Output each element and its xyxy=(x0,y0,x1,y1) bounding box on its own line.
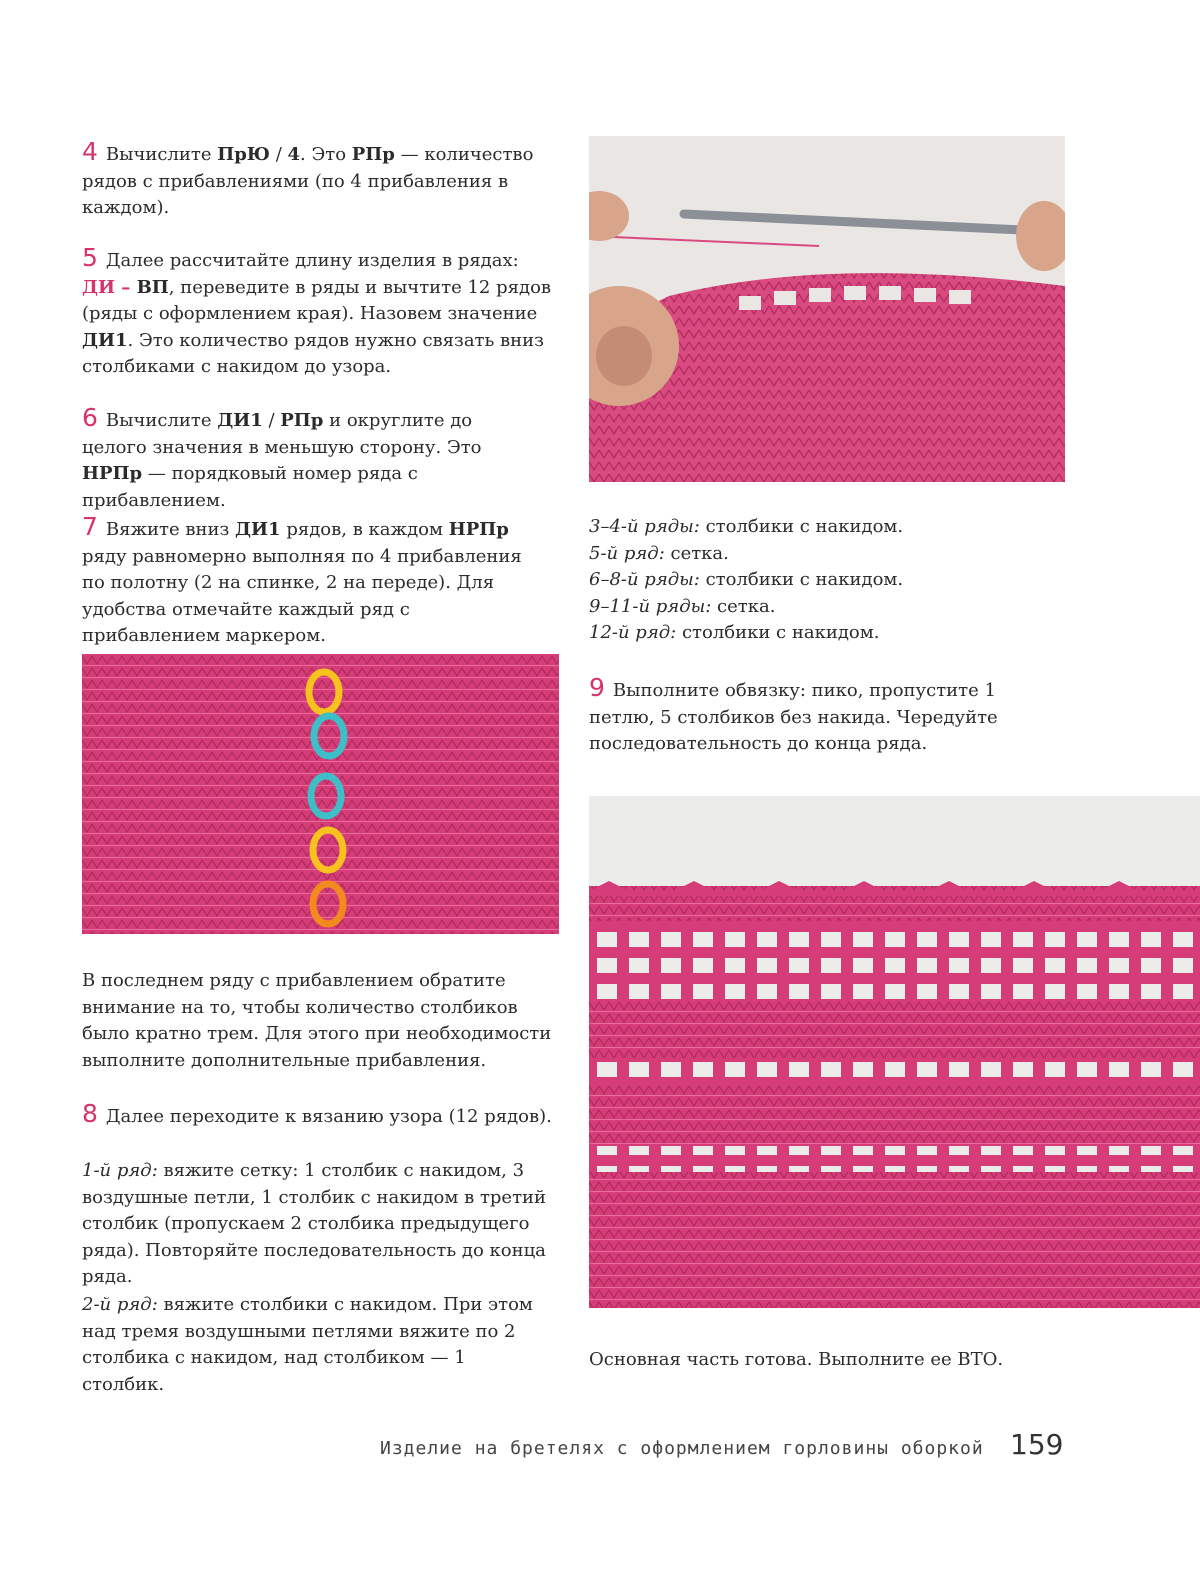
rows-list-item: 12-й ряд: столбики с накидом. xyxy=(589,622,880,643)
step-4: 4 Вычислите ПрЮ / 4. Это РПр — количество рядов с прибавлениями (по 4 прибавления в каждом). xyxy=(82,137,534,218)
rows-list-item: 6–8-й ряды: столбики с накидом. xyxy=(589,569,904,590)
rows-list-item: 3–4-й ряды: столбики с накидом. xyxy=(589,516,904,537)
step-8: 8 Далее переходите к вязанию узора (12 рядов). xyxy=(82,1099,552,1128)
page-number: 159 xyxy=(1010,1428,1064,1461)
step-number: 4 xyxy=(82,137,98,166)
rows-list-item: 9–11-й ряды: сетка. xyxy=(589,595,776,617)
step-5: 5 Далее рассчитайте длину изделия в рядах: ДИ – ВП, переведите в ряды и вычтите 12 рядов (ряды с оформлением края). Назовем значение ДИ1. Это количество рядов нужно связать вниз столбиками с накидом до узора. xyxy=(82,243,552,377)
row-1-instruction: 1-й ряд: вяжите сетку: 1 столбик с накидом, 3 воздушные петли, 1 столбик с накидом в третий столбик (пропускаем 2 столбика предыдущего ряда). Повторяйте последовательность до конца ряда. xyxy=(82,1160,547,1287)
rows-list-item: 5-й ряд: сетка. xyxy=(589,542,729,564)
step-number: 5 xyxy=(82,243,98,272)
step-6: 6 Вычислите ДИ1 / РПр и округлите до целого значения в меньшую сторону. Это НРПр — порядковый номер ряда с прибавлением. xyxy=(82,403,482,511)
step-9: 9 Выполните обвязку: пико, пропустите 1 петлю, 5 столбиков без накида. Чередуйте последовательность до конца ряда. xyxy=(589,673,998,754)
final-note: Основная часть готова. Выполните ее ВТО. xyxy=(589,1349,1004,1370)
step-number: 6 xyxy=(82,403,98,432)
hook-photo xyxy=(589,136,1065,482)
footer-title: Изделие на бретелях с оформлением горловины оборкой xyxy=(380,1438,984,1459)
step-7: 7 Вяжите вниз ДИ1 рядов, в каждом НРПр ряду равномерно выполняя по 4 прибавления по полотну (2 на спинке, 2 на переде). Для удобства отмечайте каждый ряд с прибавлением маркером. xyxy=(82,512,522,646)
step-number: 9 xyxy=(589,673,605,702)
row-2-instruction: 2-й ряд: вяжите столбики с накидом. При этом над тремя воздушными петлями вяжите по 2 столбика с накидом, над столбиком — 1 столбик. xyxy=(82,1294,533,1395)
rows-list xyxy=(589,514,1059,647)
pattern-photo xyxy=(589,796,1200,1308)
step-number: 7 xyxy=(82,512,98,541)
step-number: 8 xyxy=(82,1099,98,1128)
note-paragraph: В последнем ряду с прибавлением обратите внимание на то, чтобы количество столбиков было кратно трем. Для этого при необходимости выполните дополнительные прибавления. xyxy=(82,970,552,1071)
markers-photo xyxy=(82,654,559,934)
